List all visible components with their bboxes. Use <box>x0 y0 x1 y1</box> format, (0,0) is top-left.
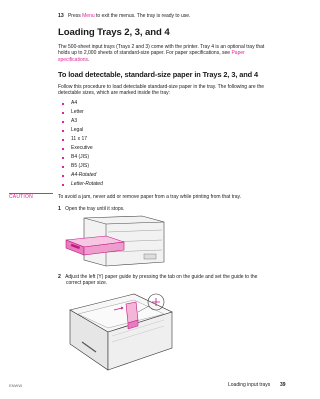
bullet-icon <box>62 157 64 159</box>
paper-specs-link-part1[interactable]: Paper <box>231 50 245 57</box>
footer-code: ENWW <box>9 383 23 388</box>
step-2-text-1: Adjust the left (Y) paper guide by pressing the tab on the guide and set the guide to the <box>65 274 258 280</box>
step-2 <box>58 274 294 287</box>
step-1 <box>58 206 294 212</box>
size-item: B5 (JIS) <box>71 163 90 169</box>
size-item: B4 (JIS) <box>71 154 90 160</box>
section-intro <box>58 44 294 63</box>
paper-guide-illustration <box>64 290 176 382</box>
bullet-icon <box>62 130 64 132</box>
caution-label: CAUTION <box>9 194 33 200</box>
bullet-icon <box>62 184 64 186</box>
menu-link[interactable]: Menu <box>82 13 95 19</box>
paper-specs-link-part2[interactable]: specifications <box>58 56 89 63</box>
bullet-icon <box>62 103 64 105</box>
intro-line-3 <box>58 57 294 63</box>
bullet-icon <box>62 121 64 123</box>
section-title: Loading Trays 2, 3, and 4 <box>58 27 170 38</box>
subsection-body <box>58 84 294 97</box>
body-line-2: detectable sizes, which are marked inside the tray: <box>58 90 170 97</box>
intro-line-1: The 500-sheet input trays (Trays 2 and 3) come with the printer. Tray 4 is an optional tray that <box>58 44 265 50</box>
subsection-title: To load detectable, standard-size paper in Trays 2, 3, and 4 <box>58 70 259 79</box>
page-number: 39 <box>280 382 286 388</box>
bullet-icon <box>62 175 64 177</box>
intro-period: . <box>88 56 90 63</box>
step-text-after: to exit the menus. The tray is ready to use. <box>96 13 191 19</box>
size-item: A4 <box>71 100 78 106</box>
printer-tray-open-illustration <box>64 214 170 268</box>
size-item: A3 <box>71 118 78 124</box>
footer-section: Loading input trays <box>228 382 271 388</box>
bullet-icon <box>62 148 64 150</box>
step-number: 2 <box>58 274 61 280</box>
step-number: 1 <box>58 206 61 212</box>
caution-text: To avoid a jam, never add or remove paper from a tray while printing from that tray. <box>58 194 242 200</box>
step-1-text: Open the tray until it stops. <box>65 206 125 212</box>
intro-line-2-text: holds up to 2,000 sheets of standard-size paper. For paper specifications, see <box>58 50 231 57</box>
body-line-1: Follow this procedure to load detectable standard-size paper in the tray. The following are the <box>58 84 265 90</box>
step-13 <box>58 13 290 19</box>
step-number: 13 <box>58 13 64 19</box>
size-item: Executive <box>71 145 93 151</box>
step-text-before: Press <box>67 13 81 19</box>
size-item: A4-Rotated <box>71 172 97 178</box>
size-item: Legal <box>71 127 84 133</box>
size-item: Letter-Rotated <box>71 181 103 187</box>
size-item: 11 x 17 <box>71 136 88 142</box>
bullet-icon <box>62 112 64 114</box>
bullet-icon <box>62 139 64 141</box>
step-2-line-2: correct paper size. <box>66 280 108 287</box>
bullet-icon <box>62 166 64 168</box>
size-item: Letter <box>71 109 84 115</box>
